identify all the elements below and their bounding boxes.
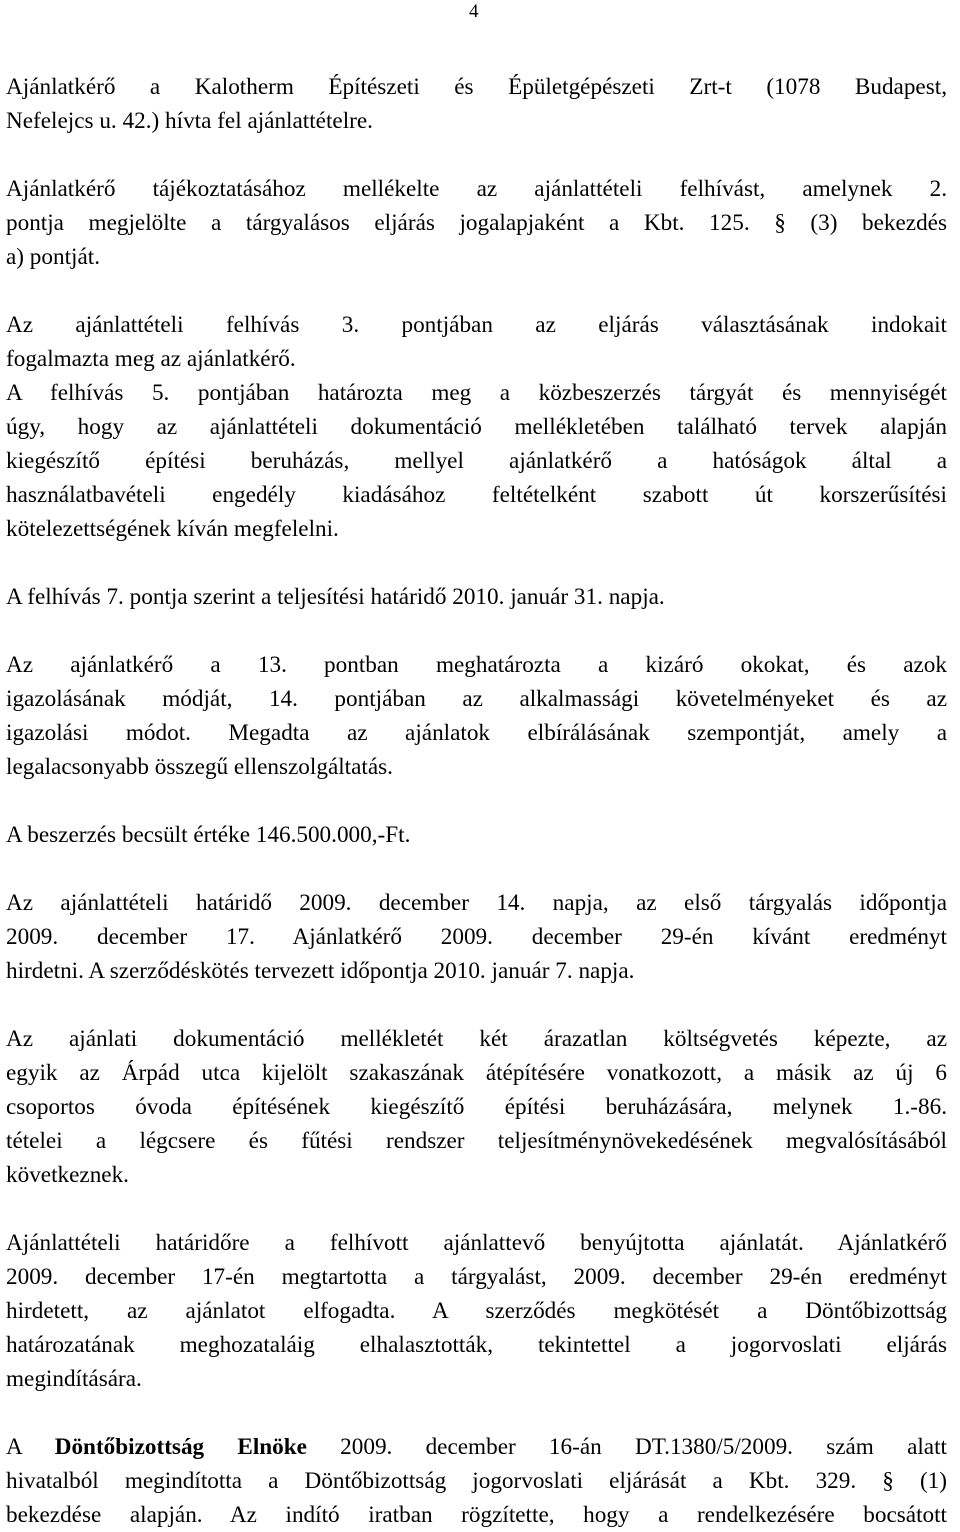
text-line: A beszerzés becsült értéke 146.500.000,-Ft. [6,822,411,848]
paragraph-1 [6,70,947,138]
text-line: kötelezettségének kíván megfelelni. [6,516,339,542]
text-line: Az ajánlatkérő a 13. pontban meghatározta a kizáró okokat, és azok [6,652,947,678]
text-line: legalacsonyabb összegű ellenszolgáltatás. [6,754,393,780]
paragraph-8 [6,1022,947,1192]
document-body [6,70,947,1532]
paragraph-4 [6,580,947,614]
text-line: hirdetett, az ajánlatot elfogadta. A szerződés megkötését a Döntőbizottság [6,1298,947,1324]
text-line: egyik az Árpád utca kijelölt szakaszának átépítésére vonatkozott, a másik az új 6 [6,1060,947,1086]
bold-text: Döntőbizottság Elnöke [54,1434,307,1460]
text-line [6,1430,947,1464]
paragraph-7 [6,886,947,988]
text-run: A [6,1434,55,1460]
paragraph-6 [6,818,947,852]
text-line: Az ajánlati dokumentáció mellékletét két árazatlan költségvetés képezte, az [6,1026,947,1052]
text-line: tételei a légcsere és fűtési rendszer teljesítménynövekedésének megvalósításából [6,1128,947,1154]
text-line: hirdetni. A szerződéskötés tervezett időpontja 2010. január 7. napja. [6,958,635,984]
paragraph-10 [6,1430,947,1532]
text-line: határozatának meghozataláig elhalasztották, tekintettel a jogorvoslati eljárás [6,1332,947,1358]
text-line: fogalmazta meg az ajánlatkérő. [6,346,296,372]
text-run: 2009. december 16-án DT.1380/5/2009. szám alatt [306,1434,947,1460]
text-line: kiegészítő építési beruházás, mellyel ajánlatkérő a hatóságok által a [6,448,947,474]
text-line: Ajánlatkérő tájékoztatásához mellékelte az ajánlattételi felhívást, amelynek 2. [6,176,947,202]
text-line: úgy, hogy az ajánlattételi dokumentáció mellékletében található tervek alapján [6,414,947,440]
text-line: pontja megjelölte a tárgyalásos eljárás jogalapjaként a Kbt. 125. § (3) bekezdés [6,210,947,236]
text-line: A felhívás 7. pontja szerint a teljesítési határidő 2010. január 31. napja. [6,584,665,610]
text-line: Nefelejcs u. 42.) hívta fel ajánlattételre. [6,108,373,134]
paragraph-9 [6,1226,947,1396]
text-line: a) pontját. [6,244,101,270]
text-line: igazolásának módját, 14. pontjában az alkalmassági követelményeket és az [6,686,947,712]
text-line: következnek. [6,1162,129,1188]
paragraph-2 [6,172,947,274]
text-line: igazolási módot. Megadta az ajánlatok elbírálásának szempontját, amely a [6,720,947,746]
text-line: Az ajánlattételi határidő 2009. december 14. napja, az első tárgyalás időpontja [6,890,947,916]
page-number: 4 [469,1,479,22]
text-line: Ajánlatkérő a Kalotherm Építészeti és Épületgépészeti Zrt-t (1078 Budapest, [6,74,947,100]
text-line: A felhívás 5. pontjában határozta meg a közbeszerzés tárgyát és mennyiségét [6,380,947,406]
text-line: használatbavételi engedély kiadásához feltételként szabott út korszerűsítési [6,482,947,508]
text-line: megindítására. [6,1366,142,1392]
text-line: 2009. december 17-én megtartotta a tárgyalást, 2009. december 29-én eredményt [6,1264,947,1290]
text-line: Ajánlattételi határidőre a felhívott ajánlattevő benyújtotta ajánlatát. Ajánlatkérő [6,1230,947,1256]
paragraph-3 [6,308,947,546]
text-line: csoportos óvoda építésének kiegészítő építési beruházására, melynek 1.-86. [6,1094,947,1120]
text-line: hivatalból megindította a Döntőbizottság jogorvoslati eljárását a Kbt. 329. § (1) [6,1468,947,1494]
text-line: Az ajánlattételi felhívás 3. pontjában az eljárás választásának indokait [6,312,947,338]
paragraph-5 [6,648,947,784]
text-line: 2009. december 17. Ajánlatkérő 2009. december 29-én kívánt eredményt [6,924,947,950]
text-line: bekezdése alapján. Az indító iratban rögzítette, hogy a rendelkezésére bocsátott [6,1502,947,1528]
